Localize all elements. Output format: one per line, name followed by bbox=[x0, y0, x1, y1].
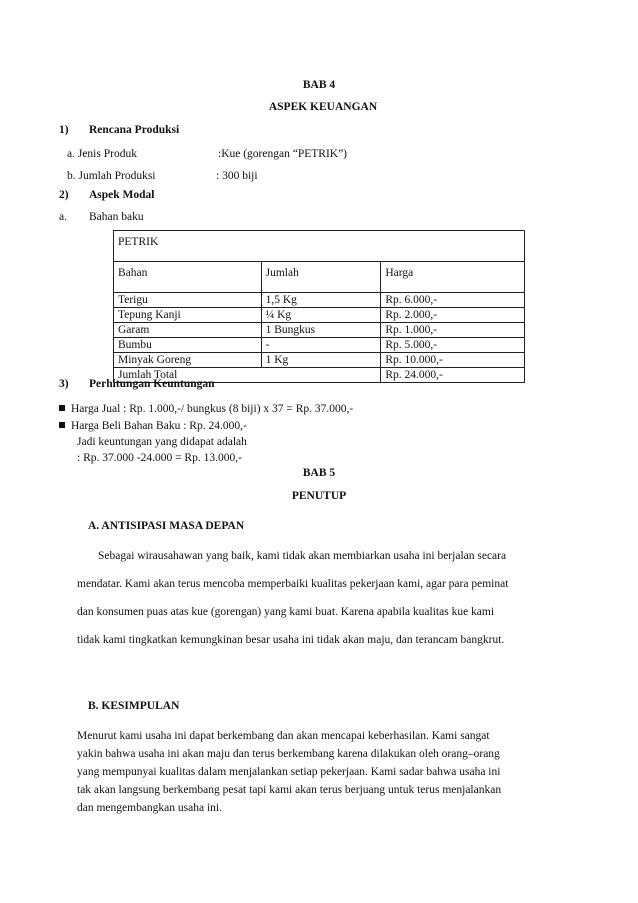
table-cell: Garam bbox=[114, 323, 262, 338]
harga-beli-text: Harga Beli Bahan Baku : Rp. 24.000,- bbox=[71, 420, 247, 432]
bab4-subtitle: ASPEK KEUANGAN bbox=[268, 101, 378, 113]
bahan-baku-number: a. bbox=[59, 211, 67, 223]
harga-jual-text: Harga Jual : Rp. 1.000,-/ bungkus (8 biji) x 37 = Rp. 37.000,- bbox=[71, 403, 354, 415]
keuntungan-line: Jadi keuntungan yang didapat adalah bbox=[77, 436, 247, 448]
section3-number: 3) bbox=[59, 378, 69, 390]
bab5-subtitle: PENUTUP bbox=[291, 490, 347, 502]
section-b-line: yang mempunyai kualitas dalam menjalankan setiap pekerjaan. Kami sadar bahwa usaha ini bbox=[77, 766, 501, 778]
table-row bbox=[114, 338, 525, 353]
table-cell: Terigu bbox=[114, 293, 262, 308]
bahan-baku-title: Bahan baku bbox=[89, 211, 144, 223]
table-total-value: Rp. 24.000,- bbox=[381, 368, 525, 383]
bullet-icon bbox=[59, 422, 65, 428]
section1-title: Rencana Produksi bbox=[89, 124, 180, 136]
table-row bbox=[114, 353, 525, 368]
table-cell: - bbox=[261, 338, 381, 353]
section3-title: Perhitungan Keuntungan bbox=[89, 378, 215, 390]
section-b-line: tak akan langsung berkembang pesat tapi kami akan terus berjuang untuk terus menjalankan bbox=[77, 784, 502, 796]
bab4-title: BAB 4 bbox=[302, 79, 336, 91]
table-cell: 1 Bungkus bbox=[261, 323, 381, 338]
section1-number: 1) bbox=[59, 124, 69, 136]
table-header-cell: Jumlah bbox=[261, 262, 381, 293]
bullet-icon bbox=[59, 405, 65, 411]
section-a-title: A. ANTISIPASI MASA DEPAN bbox=[88, 520, 245, 532]
keuntungan-value: : Rp. 37.000 -24.000 = Rp. 13.000,- bbox=[77, 452, 242, 464]
table-total-label: Jumlah Total bbox=[114, 368, 381, 383]
table-caption-row bbox=[114, 231, 525, 262]
section-b-title: B. KESIMPULAN bbox=[88, 700, 180, 712]
table-header-cell: Harga bbox=[381, 262, 525, 293]
table-cell: Rp. 2.000,- bbox=[381, 308, 525, 323]
table-cell: Rp. 6.000,- bbox=[381, 293, 525, 308]
section-b-line: Menurut kami usaha ini dapat berkembang dan akan mencapai keberhasilan. Kami sangat bbox=[77, 730, 490, 742]
jumlah-produksi-value: : 300 biji bbox=[216, 170, 258, 182]
table-cell: 1 Kg bbox=[261, 353, 381, 368]
table-cell: Bumbu bbox=[114, 338, 262, 353]
table-row bbox=[114, 293, 525, 308]
bab5-title: BAB 5 bbox=[302, 467, 336, 479]
jenis-produk-label: a. Jenis Produk bbox=[67, 148, 137, 160]
table-cell: 1,5 Kg bbox=[261, 293, 381, 308]
table-caption: PETRIK bbox=[114, 231, 525, 262]
table-row bbox=[114, 308, 525, 323]
jenis-produk-value: :Kue (gorengan “PETRIK”) bbox=[218, 148, 348, 160]
section-a-line: mendatar. Kami akan terus mencoba memperbaiki kualitas pekerjaan kami, agar para peminat bbox=[77, 578, 509, 590]
table-cell: ¼ Kg bbox=[261, 308, 381, 323]
bahan-baku-table bbox=[113, 230, 525, 383]
table-cell: Tepung Kanji bbox=[114, 308, 262, 323]
table-cell: Rp. 1.000,- bbox=[381, 323, 525, 338]
table-row bbox=[114, 323, 525, 338]
section-b-line: yakin bahwa usaha ini akan maju dan terus berkembang karena dilakukan oleh orang–orang bbox=[77, 748, 500, 760]
bullet-harga-beli bbox=[59, 420, 247, 432]
section-b-line: dan mengembangkan usaha ini. bbox=[77, 802, 222, 814]
table-header-cell: Bahan bbox=[114, 262, 262, 293]
jumlah-produksi-label: b. Jumlah Produksi bbox=[67, 170, 156, 182]
section2-title: Aspek Modal bbox=[89, 189, 155, 201]
section-a-line: Sebagai wirausahawan yang baik, kami tidak akan membiarkan usaha ini berjalan secara bbox=[98, 550, 507, 562]
bullet-harga-jual bbox=[59, 403, 353, 415]
table-cell: Rp. 5.000,- bbox=[381, 338, 525, 353]
section-a-line: dan konsumen puas atas kue (gorengan) yang kami buat. Karena apabila kualitas kue kami bbox=[77, 606, 495, 618]
section-a-line: tidak kami tingkatkan kemungkinan besar usaha ini tidak akan maju, dan terancam bangkrut. bbox=[77, 634, 505, 646]
table-header-row bbox=[114, 262, 525, 293]
table-cell: Minyak Goreng bbox=[114, 353, 262, 368]
table-cell: Rp. 10.000,- bbox=[381, 353, 525, 368]
section2-number: 2) bbox=[59, 189, 69, 201]
